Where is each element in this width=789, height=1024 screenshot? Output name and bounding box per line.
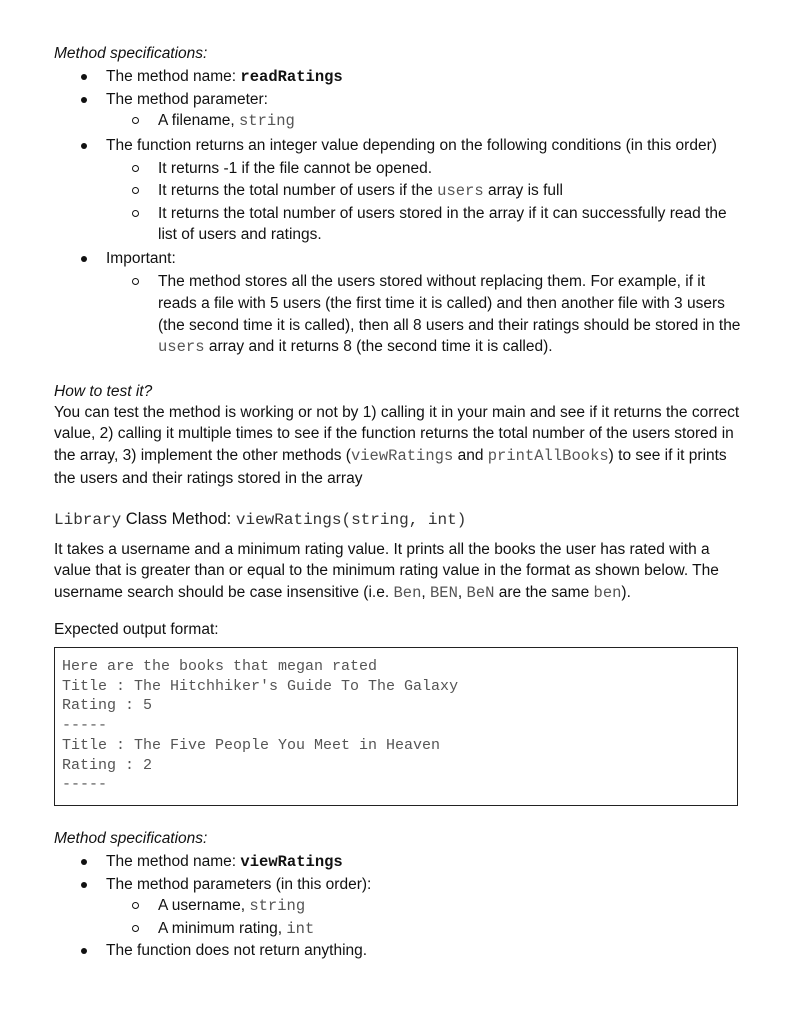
spec-list: [54, 66, 744, 359]
code-line: -----: [62, 717, 108, 735]
important-label: Important:: [106, 249, 176, 267]
section-description: [54, 539, 744, 605]
separator: ,: [457, 583, 467, 601]
inline-code: printAllBooks: [487, 446, 609, 465]
return-condition: It returns -1 if the file cannot be opened.: [158, 160, 433, 178]
return-condition: It returns the total number of users if the: [158, 181, 438, 199]
return-condition-tail: array is full: [483, 181, 563, 199]
code-line: Title : The Hitchhiker's Guide To The Galaxy: [62, 677, 459, 695]
returns-text: The function returns an integer value depending on the following conditions (in this order): [106, 136, 717, 154]
returns-text: The function does not return anything.: [106, 942, 368, 960]
output-code-box: [54, 647, 738, 806]
document-page: [54, 44, 744, 962]
description-text: It takes a username and a minimum rating value. It prints all the books the user has rated with a value that is greater than or equal to the minimum rating value in the format as shown below. The username search should be case insensitive (i.e.: [54, 540, 719, 601]
inline-code: ben: [593, 583, 622, 602]
test-text: and: [453, 446, 488, 464]
method-signature: viewRatings(string, int): [235, 511, 467, 530]
param-type: int: [286, 919, 315, 938]
sub-list-item: [54, 110, 744, 133]
inline-code: users: [437, 181, 484, 200]
sub-list-item: [54, 180, 744, 203]
param-type: string: [239, 112, 295, 131]
list-item: [54, 940, 744, 962]
test-text: You can test the method is working or not by 1) calling it in your main and see if it returns the correct value, 2) calling it multiple times to see if the function returns the total number of the users stored in the array, 3) implement the other methods (: [54, 403, 740, 464]
list-item: [54, 135, 744, 157]
param-type: string: [249, 897, 306, 916]
return-condition: It returns the total number of users stored in the array if it can successfully read the list of users and ratings.: [158, 204, 727, 244]
sub-list-item: [54, 918, 744, 941]
inline-code: BEN: [430, 583, 458, 602]
list-item: [54, 248, 744, 270]
class-code: Library: [54, 511, 122, 530]
code-line: Here are the books that megan rated: [62, 658, 378, 676]
inline-code: BeN: [466, 583, 495, 602]
param-text: A username,: [158, 897, 250, 915]
method-name-code: readRatings: [240, 68, 343, 86]
sub-list-item: [54, 271, 744, 358]
description-text: ).: [621, 583, 631, 601]
method-name-label: The method name:: [106, 852, 241, 870]
code-line: Rating : 2: [62, 756, 153, 774]
inline-code: users: [158, 338, 205, 357]
param-label: The method parameters (in this order):: [106, 875, 372, 893]
description-text: are the same: [494, 583, 594, 601]
test-body: [54, 402, 744, 489]
separator: ,: [421, 583, 430, 601]
param-label: The method parameter:: [106, 90, 268, 108]
list-item: [54, 66, 744, 89]
important-text-tail: array and it returns 8 (the second time it is called).: [204, 338, 553, 356]
list-item: [54, 874, 744, 896]
list-item: [54, 851, 744, 874]
section-title: [54, 509, 744, 532]
test-text: ) to see if it prints the users and their ratings stored in the array: [54, 446, 727, 487]
sub-list-item: [54, 158, 744, 180]
code-line: -----: [62, 776, 108, 794]
param-text: A filename,: [158, 112, 239, 130]
method-spec-heading: Method specifications:: [54, 829, 208, 847]
important-text: The method stores all the users stored without replacing them. For example, if it reads a file with 5 users (the first time it is called) and then another file with 3 users (the second time it is called), then all 8 users and their ratings should be stored in the: [158, 273, 741, 334]
inline-code: viewRatings: [350, 446, 454, 465]
test-heading: How to test it?: [54, 382, 153, 400]
inline-code: Ben: [393, 583, 422, 602]
code-line: Rating : 5: [62, 697, 153, 715]
section-title-text: Class Method:: [121, 510, 236, 529]
param-text: A minimum rating,: [158, 919, 287, 937]
sub-list-item: [54, 203, 744, 246]
code-line: Title : The Five People You Meet in Heaven: [62, 736, 441, 754]
method-name-label: The method name:: [106, 68, 241, 85]
output-label: Expected output format:: [54, 621, 219, 639]
list-item: [54, 89, 744, 111]
method-name-code: viewRatings: [240, 852, 343, 871]
sub-list-item: [54, 895, 744, 918]
spec-list: [54, 851, 744, 962]
method-spec-heading: Method specifications:: [54, 45, 208, 62]
